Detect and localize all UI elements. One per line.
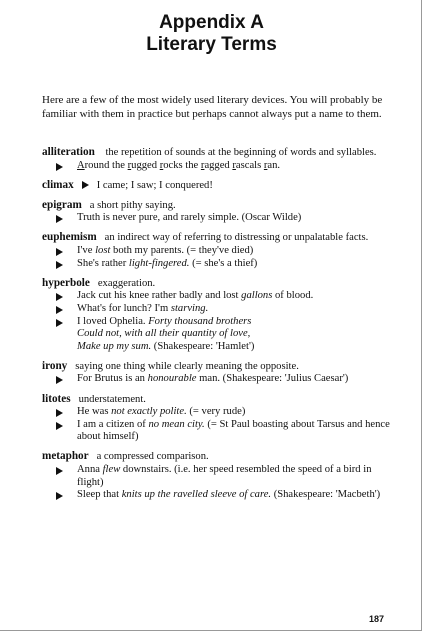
definition-line — [42, 393, 398, 407]
entry-epigram — [42, 199, 398, 225]
definition: an indirect way of referring to distressing or unpalatable facts. — [104, 232, 369, 244]
definition: exaggeration. — [97, 277, 156, 289]
entry-hyperbole — [42, 277, 398, 354]
arrow-bullet-icon — [56, 306, 63, 314]
terms-list — [42, 146, 398, 508]
entry-litotes — [42, 393, 398, 444]
definition: understatement. — [78, 393, 146, 405]
arrow-bullet-icon — [56, 319, 63, 327]
arrow-bullet-icon — [56, 492, 63, 500]
example: She's rather light-fingered. (= she's a thief) — [42, 258, 398, 271]
example: I loved Ophelia. Forty thousand brothers Could not, with all their quantity of love, Make up my sum. (Shakespeare: 'Hamlet') — [42, 316, 398, 354]
definition: saying one thing while clearly meaning the opposite. — [75, 360, 299, 372]
arrow-bullet-icon — [56, 261, 63, 269]
arrow-bullet-icon — [56, 409, 63, 417]
entry-alliteration — [42, 146, 398, 172]
definition-line — [42, 277, 398, 291]
term: irony — [42, 359, 68, 372]
intro-paragraph: Here are a few of the most widely used literary devices. You will probably be familiar with them in practice but perhaps cannot always put a name to them. — [42, 94, 383, 121]
term: hyperbole — [42, 276, 90, 289]
term: litotes — [42, 392, 71, 405]
term: metaphor — [42, 450, 89, 463]
term: euphemism — [42, 231, 97, 244]
arrow-bullet-icon — [56, 422, 63, 430]
term: epigram — [42, 198, 82, 211]
example: Truth is never pure, and rarely simple. (Oscar Wilde) — [42, 212, 398, 225]
title-line-1: Appendix A — [159, 12, 264, 33]
entry-metaphor — [42, 450, 398, 501]
definition-line — [42, 199, 398, 213]
entry-irony — [42, 360, 398, 386]
example: What's for lunch? I'm starving. — [42, 303, 398, 316]
term: alliteration — [42, 146, 95, 158]
definition-line — [42, 146, 398, 160]
example: I am a citizen of no mean city. (= St Paul boasting about Tarsus and hence about himself) — [42, 419, 398, 444]
definition-line — [42, 360, 398, 374]
arrow-bullet-icon — [82, 181, 89, 189]
entry-climax — [42, 179, 398, 193]
arrow-bullet-icon — [56, 376, 63, 384]
definition: the repetition of sounds at the beginning of words and syllables. — [105, 147, 377, 158]
arrow-bullet-icon — [56, 467, 63, 475]
page-number: 187 — [368, 614, 384, 624]
example: Around the rugged rocks the ragged rascals ran. — [42, 160, 398, 173]
definition: a compressed comparison. — [96, 451, 209, 463]
entry-euphemism — [42, 231, 398, 270]
example: He was not exactly polite. (= very rude) — [42, 406, 398, 419]
definition-line — [42, 231, 398, 245]
definition-line — [42, 450, 398, 464]
arrow-bullet-icon — [56, 248, 63, 256]
page-title — [0, 12, 423, 56]
example: I came; I saw; I conquered! — [96, 179, 213, 191]
arrow-bullet-icon — [56, 163, 63, 171]
arrow-bullet-icon — [56, 293, 63, 301]
example: Jack cut his knee rather badly and lost gallons of blood. — [42, 290, 398, 303]
example: For Brutus is an honourable man. (Shakespeare: 'Julius Caesar') — [42, 373, 398, 386]
definition: a short pithy saying. — [89, 199, 176, 211]
arrow-bullet-icon — [56, 215, 63, 223]
term: climax — [42, 178, 74, 191]
title-line-2: Literary Terms — [146, 34, 277, 55]
example: Sleep that knits up the ravelled sleeve of care. (Shakespeare: 'Macbeth') — [42, 489, 398, 502]
example: I've lost both my parents. (= they've died) — [42, 245, 398, 258]
example: Anna flew downstairs. (i.e. her speed resembled the speed of a bird in flight) — [42, 464, 398, 489]
